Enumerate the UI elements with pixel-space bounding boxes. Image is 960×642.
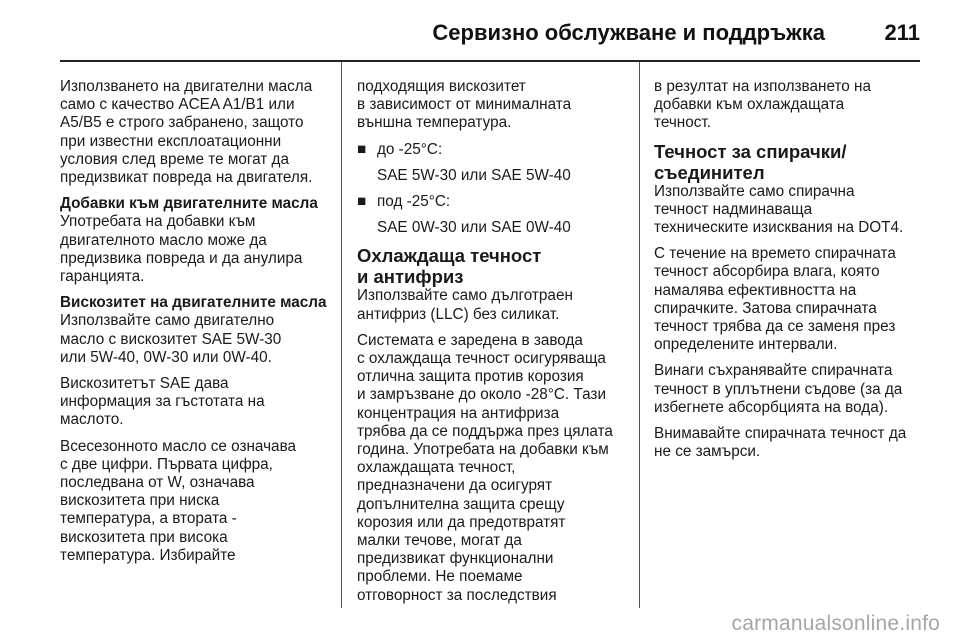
- multigrade-paragraph: Всесезонното масло се означава с две цифри. Първата цифра, последвана от W, означава вискозитета при ниска температура, а втората - вискозитета при висока температура. Избирайте: [60, 437, 297, 564]
- temperature-list: [357, 141, 625, 238]
- column-divider-1: [341, 62, 342, 608]
- brake-paragraph-1: Използвайте само спирачна течност надминаваща техническите изисквания на DOT4.: [654, 182, 904, 237]
- viscosity-heading: Вискозитет на двигателните масла: [60, 294, 327, 312]
- viscosity-section: [60, 294, 328, 367]
- coolant-paragraph-2: Системата е заредена в завода с охлаждаща течност осигуряваща отлична защита против корозия и замръзване до около -28°C. Тази концентрация на антифриза трябва да се поддържа през цялата година. Употребата на добавки към охлаждащата течност, предназначени да осигурят допълнителна защита срещу корозия или да предотвратят малки течове, могат да предизвикат функционални проблеми. Не поемаме отговорност за последствия: [357, 331, 613, 604]
- coolant-heading: Охлаждаща течност и антифриз: [357, 245, 542, 288]
- sae-paragraph: Вискозитетът SAE дава информация за гъстотата на маслото.: [60, 375, 265, 429]
- header-divider: [60, 60, 920, 62]
- brake-fluid-heading: Течност за спирачки/ съединител: [654, 140, 847, 183]
- list-item-label: до -25°C:: [377, 140, 443, 158]
- brake-paragraph-4: Внимавайте спирачната течност да не се замърси.: [654, 425, 907, 461]
- page-number: 211: [884, 20, 920, 45]
- intro-paragraph: Използването на двигателни масла само с качество ACEA A1/B1 или A5/B5 е строго забранено, защото при известни експлоатационни условия след време те могат да предизвикат повреда на двигателя.: [60, 78, 313, 187]
- brake-paragraph-3: Винаги съхранявайте спирачната течност в уплътнени съдове (за да избегнете абсорбцията на вода).: [654, 362, 903, 416]
- column-3: [654, 78, 926, 469]
- brake-paragraph-2: С течение на времето спирачната течност абсорбира влага, която намалява ефективността на спирачките. Затова спирачната течност трябва да се заменя през определените интервали.: [654, 245, 896, 354]
- square-bullet-icon: ■: [357, 193, 367, 211]
- continuation-paragraph: подходящия вискозитет в зависимост от минималната външна температура.: [357, 78, 572, 132]
- coolant-paragraph-1: Използвайте само дълготраен антифриз (LLC) без силикат.: [357, 287, 573, 323]
- watermark: carmanualsonline.info: [731, 612, 940, 635]
- square-bullet-icon: ■: [357, 140, 367, 158]
- viscosity-text: Използвайте само двигателно масло с вискозитет SAE 5W-30 или 5W-40, 0W-30 или 0W-40.: [60, 312, 282, 366]
- list-item-value: SAE 5W-30 или SAE 5W-40: [377, 166, 571, 184]
- list-item-label: под -25°C:: [377, 193, 451, 211]
- list-item: [357, 141, 625, 159]
- column-1: [60, 78, 328, 573]
- additives-heading: Добавки към двигателните масла: [60, 195, 318, 213]
- list-item-value: SAE 0W-30 или SAE 0W-40: [377, 219, 571, 237]
- section-title: Сервизно обслужване и поддръжка: [432, 20, 825, 45]
- additives-text: Употребата на добавки към двигателното масло може да предизвика повреда и да анулира гаранцията.: [60, 213, 303, 286]
- additives-section: [60, 195, 328, 286]
- column-2: [357, 78, 625, 613]
- column-divider-2: [639, 62, 640, 608]
- list-item: [357, 193, 625, 211]
- continuation-paragraph: в резултат на използването на добавки към охлаждащата течност.: [654, 78, 872, 132]
